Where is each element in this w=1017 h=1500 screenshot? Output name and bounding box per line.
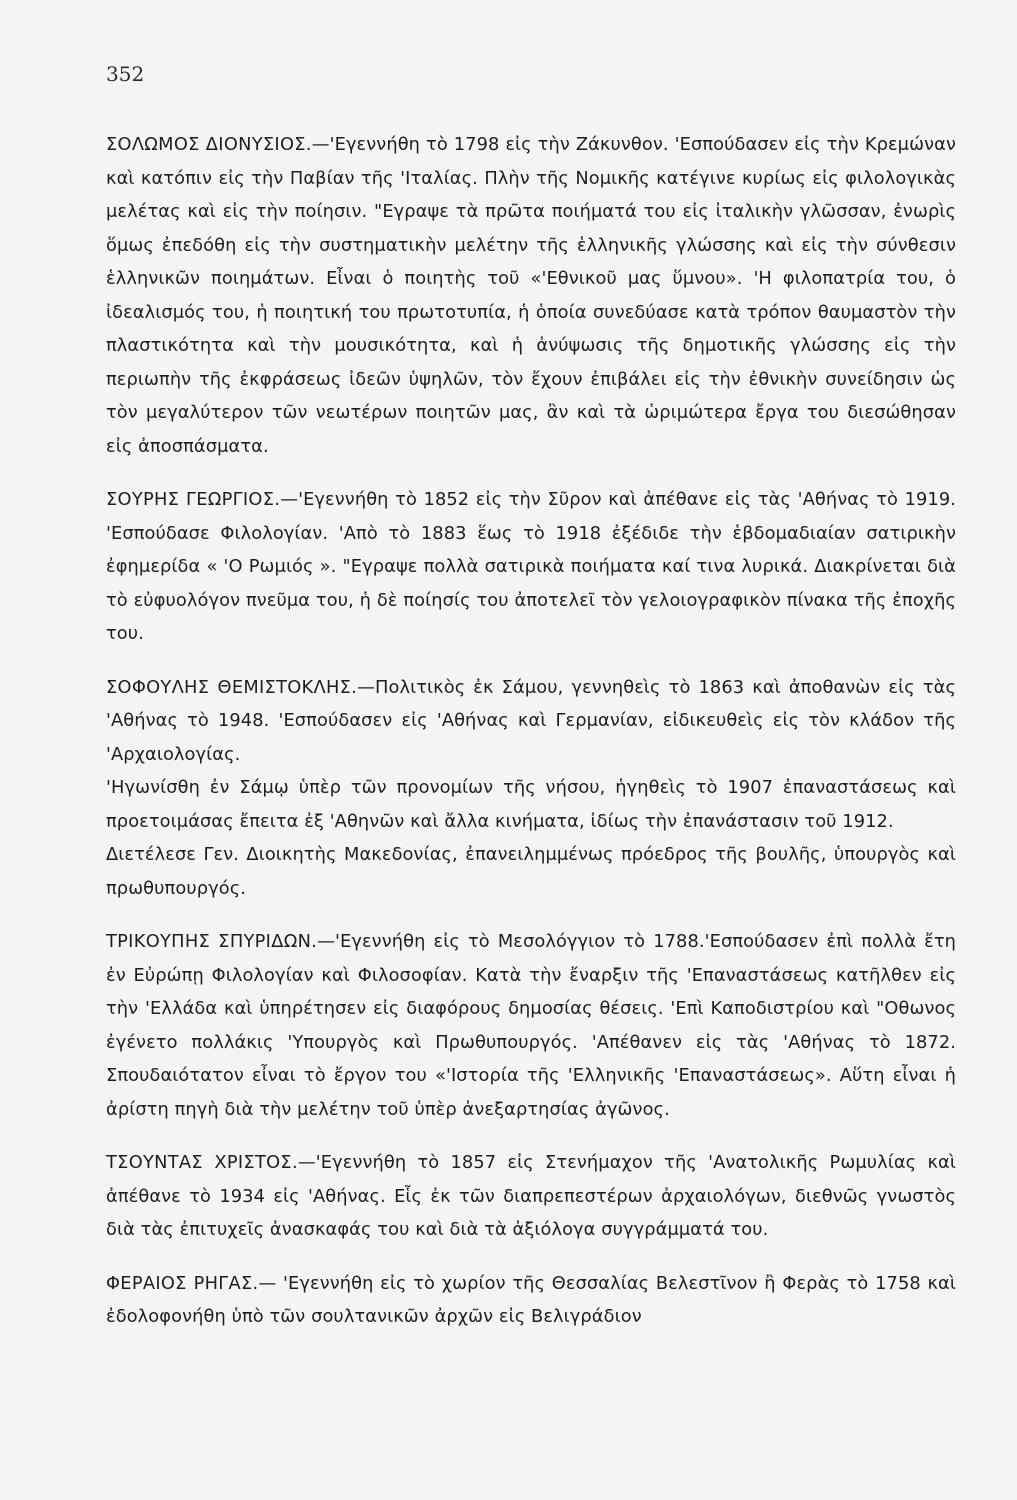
- entry-text: —'Εγεννήθη εἰς τὸ Μεσολόγγιον τὸ 1788.'Εσπούδασεν ἐπὶ πολλὰ ἔτη ἐν Εὐρώπῃ Φιλολογίαν καὶ Φιλοσοφίαν. Κατὰ τὴν ἔναρξιν τῆς 'Επαναστάσεως κατῆλθεν εἰς τὴν 'Ελλάδα καὶ ὑπηρέτησεν εἰς διαφόρους δημοσίας θέσεις. 'Επὶ Καποδιστρίου καὶ "Οθωνος ἐγένετο πολλάκις 'Υπουργὸς καὶ Πρωθυπουργός. 'Απέθανεν εἰς τὰς 'Αθήνας τὸ 1872. Σπουδαιότατον εἶναι τὸ ἔργον του «'Ιστορία τῆς 'Ελληνικῆς 'Επαναστάσεως». Αὕτη εἶναι ἡ ἀρίστη πηγὴ διὰ τὴν μελέτην τοῦ ὑπὲρ ἀνεξαρτησίας ἀγῶνος.: [106, 931, 956, 1120]
- entry-text: —'Εγεννήθη τὸ 1852 εἰς τὴν Σῦρον καὶ ἀπέθανε εἰς τὰς 'Αθήνας τὸ 1919. 'Εσπούδασε Φιλολογίαν. 'Απὸ τὸ 1883 ἕως τὸ 1918 ἐξέδιδε τὴν ἑβδομαδιαίαν σατιρικὴν ἐφημερίδα « 'Ο Ρωμιός ». "Εγραψε πολλὰ σατιρικὰ ποιήματα καί τινα λυρικά. Διακρίνεται διὰ τὸ εὐφυολόγον πνεῦμα του, ἡ δὲ ποίησίς του ἀποτελεῖ τὸν γελοιογραφικὸν πίνακα τῆς ἐποχῆς του.: [106, 489, 956, 644]
- entry-feraios: [106, 1267, 956, 1334]
- entry-paragraph: Διετέλεσε Γεν. Διοικητὴς Μακεδονίας, ἐπανειλημμένως πρόεδρος τῆς βουλῆς, ὑπουργὸς καὶ πρωθυπουργός.: [106, 844, 956, 899]
- page-number: 352: [106, 62, 145, 86]
- entry-paragraph: 'Ηγωνίσθη ἐν Σάμῳ ὑπὲρ τῶν προνομίων τῆς νήσου, ἡγηθεὶς τὸ 1907 ἐπαναστάσεως καὶ προετοιμάσας ἔπειτα ἐξ 'Αθηνῶν καὶ ἄλλα κινήματα, ἰδίως τὴν ἐπανάστασιν τοῦ 1912.: [106, 777, 956, 832]
- entry-paragraph: [106, 483, 956, 651]
- entry-heading: ΦΕΡΑΙΟΣ ΡΗΓΑΣ.: [106, 1272, 259, 1294]
- entry-heading: ΤΣΟΥΝΤΑΣ ΧΡΙΣΤΟΣ.: [106, 1152, 298, 1173]
- entry-sofoulis: [106, 671, 956, 906]
- entry-text: —Πολιτικὸς ἐκ Σάμου, γεννηθεὶς τὸ 1863 καὶ ἀποθανὼν εἰς τὰς 'Αθήνας τὸ 1948. 'Εσπούδασεν εἰς 'Αθήνας καὶ Γερμανίαν, εἰδικευθεὶς εἰς τὸν κλάδον τῆς 'Αρχαιολογίας.: [106, 676, 957, 765]
- entry-paragraph: [106, 128, 956, 463]
- entry-paragraph: [106, 671, 956, 772]
- entry-text: —'Εγεννήθη τὸ 1798 εἰς τὴν Ζάκυνθον. 'Εσπούδασεν εἰς τὴν Κρεμώναν καὶ κατόπιν εἰς τὴν Παβίαν τῆς 'Ιταλίας. Πλὴν τῆς Νομικῆς κατέγινε κυρίως εἰς φιλολογικὰς μελέτας καὶ εἰς τὴν ποίησιν. "Εγραψε τὰ πρῶτα ποιήματά του εἰς ἰταλικὴν γλῶσσαν, ἐνωρὶς ὅμως ἐπεδόθη εἰς τὴν συστηματικὴν μελέτην τῆς ἑλληνικῆς γλώσσης καὶ εἰς τὴν σύνθεσιν ἑλληνικῶν ποιημάτων. Εἶναι ὁ ποιητὴς τοῦ «'Εθνικοῦ μας ὕμνου». 'Η φιλοπατρία του, ὁ ἰδεαλισμός του, ἡ ποιητική του πρωτοτυπία, ἡ ὁποία συνεδύασε κατὰ τρόπον θαυμαστὸν τὴν πλαστικότητα καὶ τὴν μουσικότητα, καὶ ἡ ἀνύψωσις τῆς δημοτικῆς γλώσσης εἰς τὴν περιωπὴν τῆς ἐκφράσεως ἰδεῶν ὑψηλῶν, τὸν ἔχουν ἐπιβάλει εἰς τὴν ἐθνικὴν συνείδησιν ὡς τὸν μεγαλύτερον τῶν νεωτέρων ποιητῶν μας, ἂν καὶ τὰ ὡριμώτερα ἔργα του διεσώθησαν εἰς ἀποσπάσματα.: [106, 134, 956, 457]
- entry-paragraph: [106, 1267, 956, 1334]
- entry-paragraph: [106, 925, 956, 1126]
- entry-tsountas: [106, 1146, 956, 1247]
- entry-souris: [106, 483, 956, 651]
- entry-heading: ΤΡΙΚΟΥΠΗΣ ΣΠΥΡΙΔΩΝ.: [106, 931, 318, 952]
- page-body: [106, 128, 956, 1354]
- entry-trikoupis: [106, 925, 956, 1126]
- entry-heading: ΣΟΥΡΗΣ ΓΕΩΡΓΙΟΣ.: [106, 489, 281, 510]
- entry-paragraph: [106, 1146, 956, 1247]
- entry-heading: ΣΟΛΩΜΟΣ ΔΙΟΝΥΣΙΟΣ.: [106, 134, 312, 155]
- entry-heading: ΣΟΦΟΥΛΗΣ ΘΕΜΙΣΤΟΚΛΗΣ.: [106, 676, 358, 698]
- entry-solomos: [106, 128, 956, 463]
- entry-text: — 'Εγεννήθη εἰς τὸ χωρίον τῆς Θεσσαλίας Βελεστῖνον ἢ Φερὰς τὸ 1758 καὶ ἐδολοφονήθη ὑπὸ τῶν σουλτανικῶν ἀρχῶν εἰς Βελιγράδιον: [106, 1272, 956, 1327]
- entry-text: —'Εγεννήθη τὸ 1857 εἰς Στενήμαχον τῆς 'Ανατολικῆς Ρωμυλίας καὶ ἀπέθανε τὸ 1934 εἰς 'Αθήνας. Εἷς ἐκ τῶν διαπρεπεστέρων ἀρχαιολόγων, διεθνῶς γνωστὸς διὰ τὰς ἐπιτυχεῖς ἀνασκαφάς του καὶ διὰ τὰ ἀξιόλογα συγγράμματά του.: [106, 1152, 956, 1240]
